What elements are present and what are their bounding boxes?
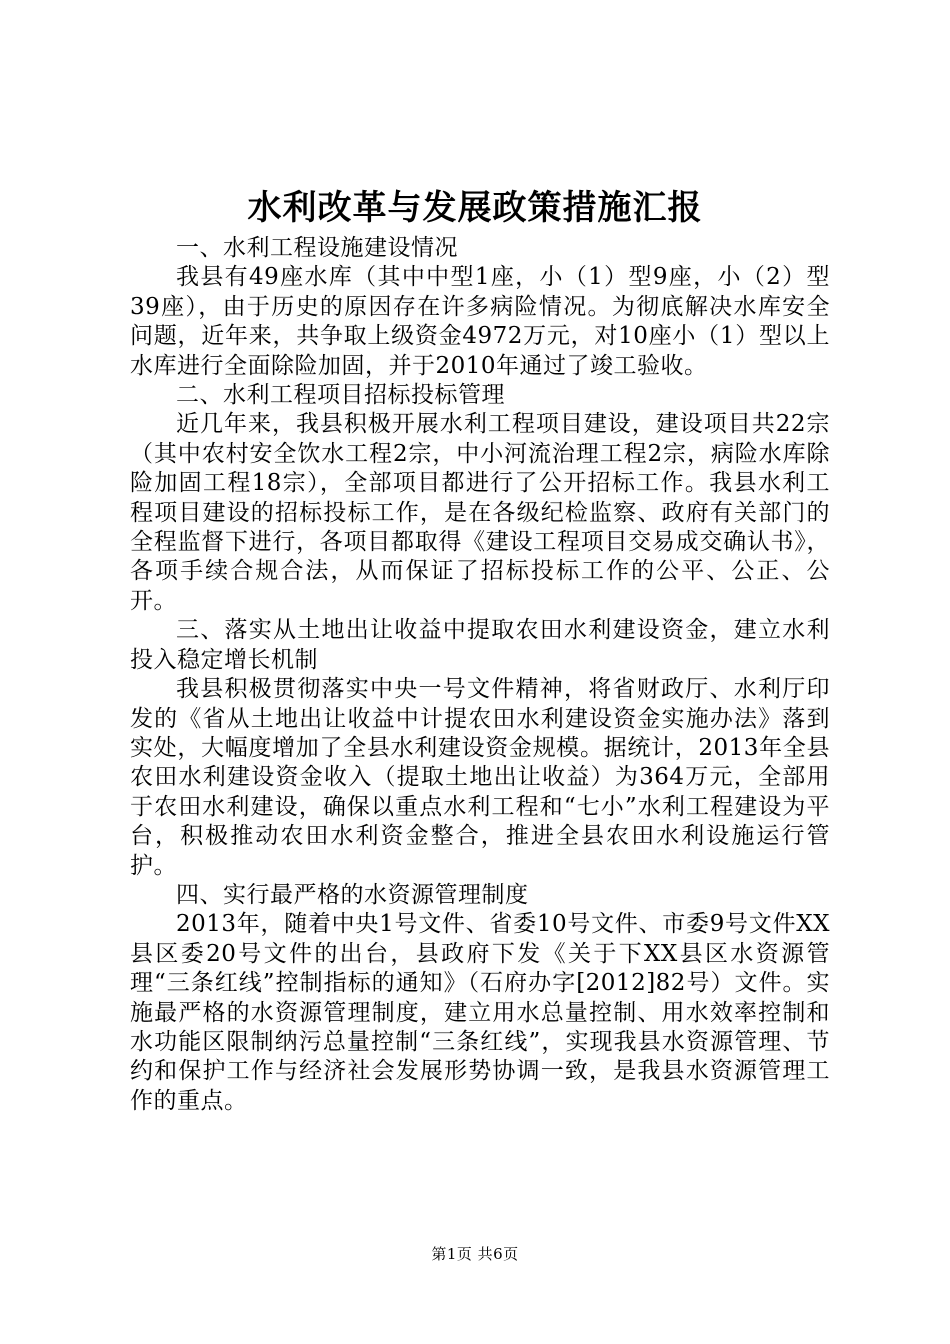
section-2-heading: 二、水利工程项目招标投标管理 xyxy=(176,382,505,409)
page-number-footer: 第1页 共6页 xyxy=(431,1245,519,1263)
section-3-paragraph: 我县积极贯彻落实中央一号文件精神，将省财政厅、水利厅印发的《省从土地出让收益中计提农田水利建设资金实施办法》落到实处，大幅度增加了全县水利建设资金规模。据统计，2013年全县农田水利建设资金收入（提取土地出让收益）为364万元，全部用于农田水利建设，确保以重点水利工程和“七小”水利工程建设为平台，积极推动农田水利资金整合，推进全县农田水利设施运行管护。 xyxy=(130,676,830,879)
document-body xyxy=(130,234,830,1116)
section-2-paragraph: 近几年来，我县积极开展水利工程项目建设，建设项目共22宗（其中农村安全饮水工程2宗，中小河流治理工程2宗，病险水库除险加固工程18宗），全部项目都进行了公开招标工作。我县水利工程项目建设的招标投标工作，是在各级纪检监察、政府有关部门的全程监督下进行，各项目都取得《建设工程项目交易成交确认书》，各项手续合规合法，从而保证了招标投标工作的公平、公正、公开。 xyxy=(130,411,830,614)
section-4-heading: 四、实行最严格的水资源管理制度 xyxy=(176,881,529,908)
section-1-paragraph: 我县有49座水库（其中中型1座，小（1）型9座，小（2）型39座），由于历史的原因存在许多病险情况。为彻底解决水库安全问题，近年来，共争取上级资金4972万元，对10座小（1）型以上水库进行全面除险加固，并于2010年通过了竣工验收。 xyxy=(130,264,830,379)
section-3-heading: 三、落实从土地出让收益中提取农田水利建设资金，建立水利投入稳定增长机制 xyxy=(130,617,830,673)
section-1-heading: 一、水利工程设施建设情况 xyxy=(176,235,458,261)
document-title: 水利改革与发展政策措施汇报 xyxy=(247,188,703,228)
section-4-paragraph: 2013年，随着中央1号文件、省委10号文件、市委9号文件XX县区委20号文件的出台，县政府下发《关于下XX县区水资源管理“三条红线”控制指标的通知》（石府办字[2012]82号）文件。实施最严格的水资源管理制度，建立用水总量控制、用水效率控制和水功能区限制纳污总量控制“三条红线”，实现我县水资源管理、节约和保护工作与经济社会发展形势协调一致，是我县水资源管理工作的重点。 xyxy=(130,911,830,1114)
